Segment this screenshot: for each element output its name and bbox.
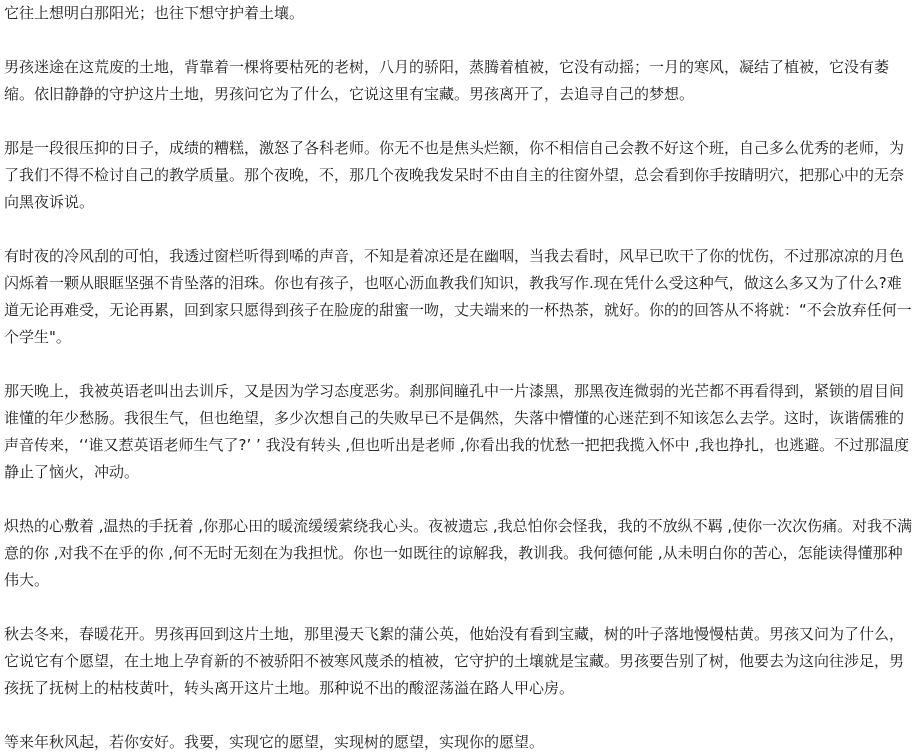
paragraph-spacer bbox=[4, 594, 916, 621]
paragraph-spacer bbox=[4, 702, 916, 729]
paragraph-spacer bbox=[4, 351, 916, 378]
paragraph-spacer bbox=[4, 27, 916, 54]
paragraph-4: 有时夜的冷风刮的可怕，我透过窗栏听得到唏的声音，不知是着凉还是在幽咽，当我去看时，风早已吹干了你的忧伤，不过那凉凉的月色闪烁着一颗从眼眶坚强不肯坠落的泪珠。你也有孩子，也呕心沥血教我们知识，教我写作.现在凭什么受这种气，做这么多又为了什么?难道无论再难受，无论再累，回到家只愿得到孩子在脸庞的甜蜜一吻，丈夫端来的一杯热茶，就好。你的的回答从不将就：“不会放弃任何一个学生"。 bbox=[4, 247, 912, 346]
paragraph-5: 那天晚上，我被英语老叫出去训斥，又是因为学习态度恶劣。刹那间瞳孔中一片漆黑，那黑夜连微弱的光芒都不再看得到，紧锁的眉目间谁懂的年少愁肠。我很生气，但也绝望，多少次想自己的失败早已不是偶然，失落中懵懂的心迷茫到不知该怎么去学。这时，诙谐儒雅的声音传来，‘‘谁又惹英语老师生气了?’ ’ 我没有转头 ,但也听出是老师 ,你看出我的忧愁一把把我揽入怀中 ,我也挣扎，也逃避。不过那温度静止了恼火，冲动。 bbox=[4, 382, 910, 481]
paragraph-2: 男孩迷途在这荒废的土地，背靠着一棵将要枯死的老树，八月的骄阳，蒸腾着植被，它没有动摇；一月的寒风，凝结了植被，它没有萎缩。依旧静静的守护这片土地，男孩问它为了什么，它说这里有宝藏。男孩离开了，去追寻自己的梦想。 bbox=[4, 58, 890, 103]
paragraph-spacer bbox=[4, 108, 916, 135]
document-body bbox=[4, 0, 916, 756]
paragraph-6: 炽热的心敷着 ,温热的手抚着 ,你那心田的暖流缓缓萦绕我心头。夜被遗忘 ,我总怕你会怪我，我的不放纵不羁 ,使你一次次伤痛。对我不满意的你 ,对我不在乎的你 ,何不无时无刻在为我担忧。你也一如既往的谅解我，教训我。我何德何能 ,从未明白你的苦心，怎能读得懂那种伟大。 bbox=[4, 517, 913, 589]
paragraph-spacer bbox=[4, 216, 916, 243]
paragraph-3: 那是一段很压抑的日子，成绩的糟糕，激怒了各科老师。你无不也是焦头烂额，你不相信自己会教不好这个班，自己多么优秀的老师，为了我们不得不检讨自己的教学质量。那个夜晚，不，那几个夜晚我发呆时不由自主的往窗外望，总会看到你手按睛明穴，把那心中的无奈向黑夜诉说。 bbox=[4, 139, 905, 211]
paragraph-7: 秋去冬来，春暖花开。男孩再回到这片土地，那里漫天飞絮的蒲公英，他始没有看到宝藏，树的叶子落地慢慢枯黄。男孩又问为了什么，它说它有个愿望，在土地上孕育新的不被骄阳不被寒风蔑杀的植被，它守护的土壤就是宝藏。男孩要告别了树，他要去为这向往涉足，男孩抚了抚树上的枯枝黄叶，转头离开这片土地。那种说不出的酸涩荡溢在路人甲心房。 bbox=[4, 625, 905, 697]
paragraph-1: 它往上想明白那阳光；也往下想守护着土壤。 bbox=[4, 4, 305, 22]
paragraph-8: 等来年秋风起，若你安好。我要，实现它的愿望，实现树的愿望，实现你的愿望。 bbox=[4, 733, 545, 751]
paragraph-spacer bbox=[4, 486, 916, 513]
